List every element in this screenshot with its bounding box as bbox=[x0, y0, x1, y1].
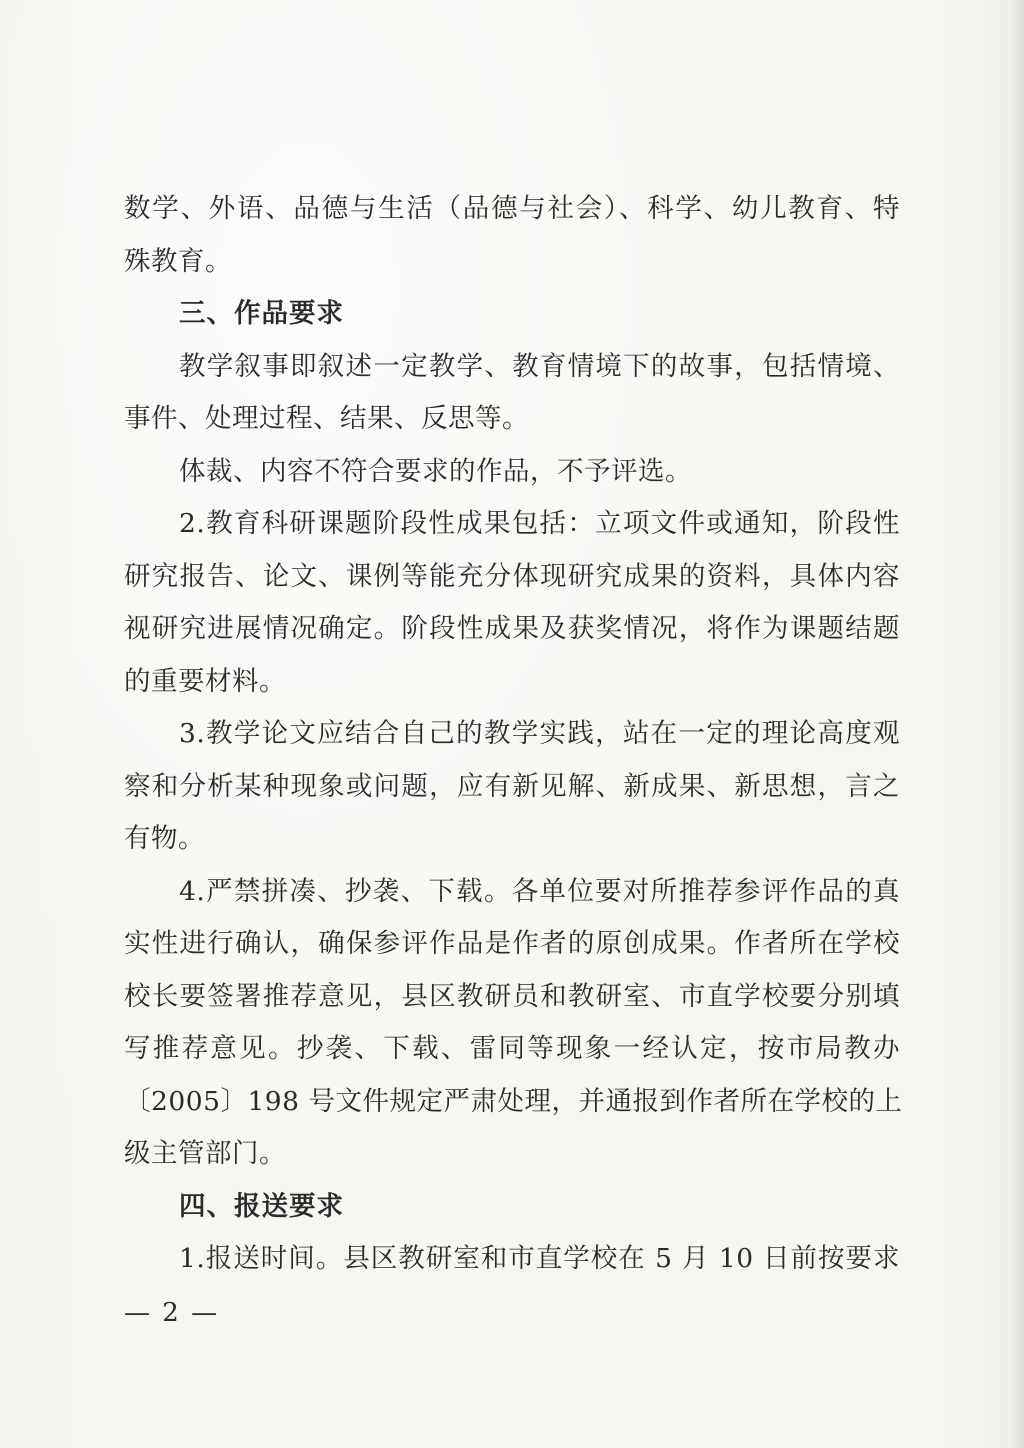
body-line: 察和分析某种现象或问题，应有新见解、新成果、新思想，言之 bbox=[124, 770, 900, 802]
body-line: 事件、处理过程、结果、反思等。 bbox=[124, 403, 529, 434]
body-line: 数学、外语、品德与生活（品德与社会）、科学、幼儿教育、特 bbox=[124, 193, 900, 224]
body-line: 1.报送时间。县区教研室和市直学校在 5 月 10 日前按要求 bbox=[179, 1243, 900, 1274]
scan-edge-shadow bbox=[1010, 0, 1024, 1448]
body-line: 有物。 bbox=[124, 823, 205, 854]
body-line: 研究报告、论文、课例等能充分体现研究成果的资料，具体内容 bbox=[124, 560, 900, 592]
body-line: 写推荐意见。抄袭、下载、雷同等现象一经认定，按市局教办 bbox=[124, 1033, 900, 1064]
document-body bbox=[124, 183, 903, 1286]
body-line: 殊教育。 bbox=[124, 245, 232, 277]
body-line: 2.教育科研课题阶段性成果包括：立项文件或通知，阶段性 bbox=[179, 508, 900, 539]
section-heading-4: 四、报送要求 bbox=[179, 1190, 344, 1222]
body-line: 4.严禁拼凑、抄袭、下载。各单位要对所推荐参评作品的真 bbox=[179, 875, 900, 907]
body-line: 〔2005〕198 号文件规定严肃处理，并通报到作者所在学校的上 bbox=[124, 1085, 903, 1117]
body-line: 视研究进展情况确定。阶段性成果及获奖情况，将作为课题结题 bbox=[124, 613, 900, 644]
body-line: 实性进行确认，确保参评作品是作者的原创成果。作者所在学校 bbox=[124, 928, 900, 959]
body-line: 级主管部门。 bbox=[124, 1138, 286, 1169]
section-heading-3: 三、作品要求 bbox=[179, 298, 344, 329]
body-line: 校长要签署推荐意见，县区教研员和教研室、市直学校要分别填 bbox=[124, 980, 900, 1012]
body-line: 的重要材料。 bbox=[124, 665, 286, 697]
body-line: 教学叙事即叙述一定教学、教育情境下的故事，包括情境、 bbox=[179, 350, 900, 382]
page-number: — 2 — bbox=[124, 1298, 220, 1328]
body-line: 体裁、内容不符合要求的作品，不予评选。 bbox=[179, 455, 692, 487]
body-line: 3.教学论文应结合自己的教学实践，站在一定的理论高度观 bbox=[179, 718, 900, 749]
